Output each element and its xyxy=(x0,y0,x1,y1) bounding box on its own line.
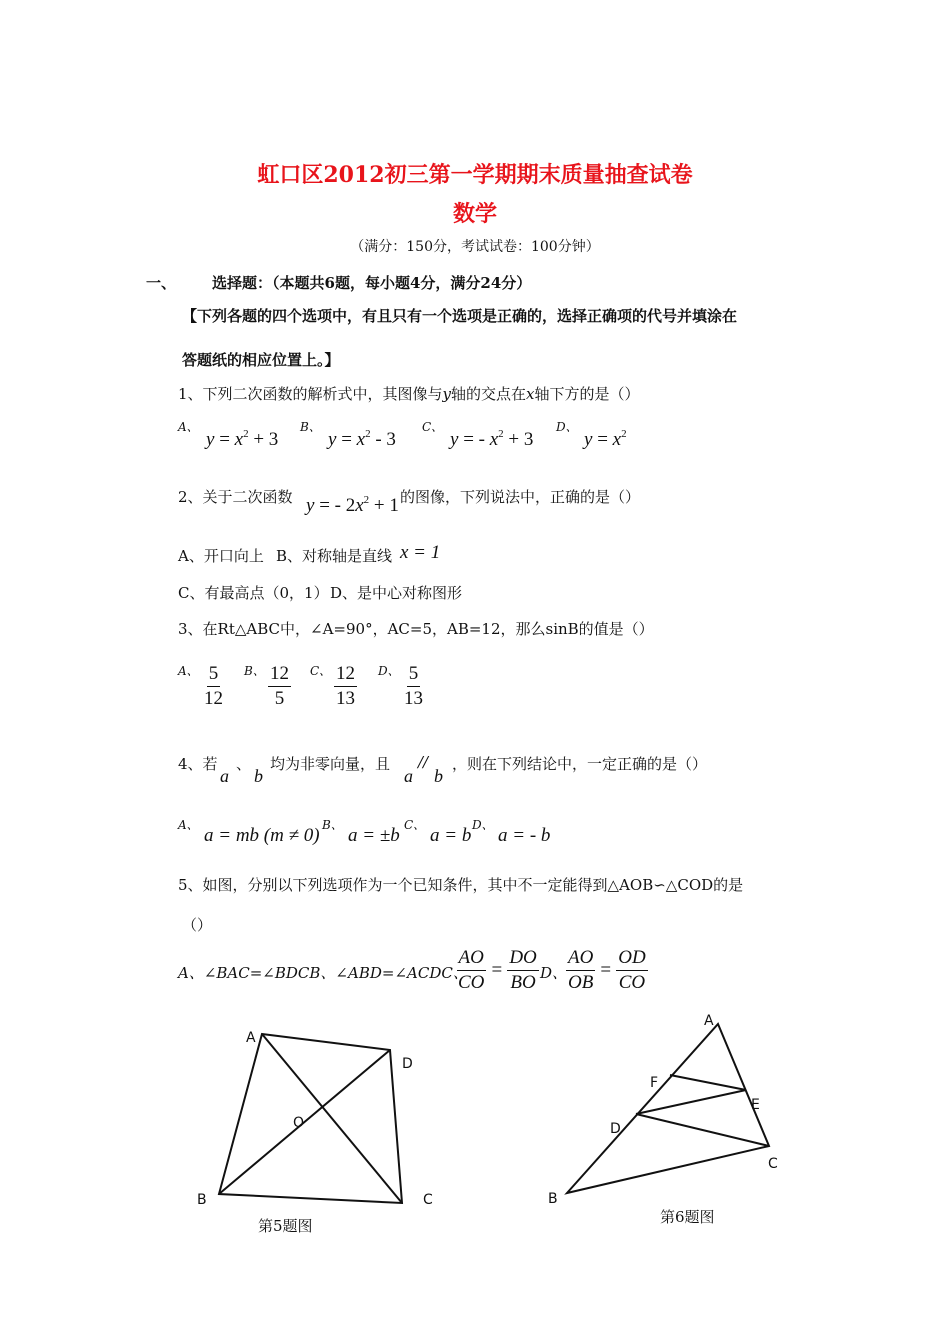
q4-vector-a: a xyxy=(220,766,229,786)
q5-label-d: D、 xyxy=(540,964,568,982)
q3-option-b[interactable] xyxy=(268,662,291,711)
q2-sup: 2 xyxy=(363,494,370,506)
q5d-den2: CO xyxy=(618,972,646,993)
q4-label-a: A、 xyxy=(178,818,199,832)
exam-info: （满分：150分，考试试卷：100分钟） xyxy=(350,239,600,255)
q4-text-2: 均为非零向量，且 xyxy=(270,755,391,773)
q1-label-b: B、 xyxy=(300,420,321,434)
q4-text-3: ，则在下列结论中，一定正确的是（） xyxy=(452,755,708,773)
section-heading: 选择题：（本题共6题，每小题4分，满分24分） xyxy=(212,274,532,292)
instruction-line-2: 答题纸的相应位置上。】 xyxy=(182,351,340,369)
q1c-var: x xyxy=(489,429,499,450)
q5d-den1: OB xyxy=(568,972,594,993)
question-1-stem xyxy=(178,383,640,404)
question-2-stem-start: 2、关于二次函数 xyxy=(178,488,293,506)
q3-option-c[interactable] xyxy=(334,662,357,711)
q4-label-b: B、 xyxy=(322,818,343,832)
q4-option-d[interactable]: a = - b xyxy=(498,825,551,846)
q3a-den: 12 xyxy=(204,688,223,709)
instruction-line-1: 【下列各题的四个选项中，有且只有一个选项是正确的，选择正确项的代号并填涂在 xyxy=(182,307,738,325)
q4-text-1: 4、若 xyxy=(178,755,218,773)
q3-label-a: A、 xyxy=(178,664,199,678)
point-b-label: B xyxy=(548,1191,558,1205)
q1a-rest: + 3 xyxy=(248,429,279,450)
q4-vector-b2: b xyxy=(434,766,443,786)
q1-label-d: D、 xyxy=(556,420,578,434)
q3c-num: 12 xyxy=(334,662,357,687)
segment-fe xyxy=(670,1075,746,1090)
q5d-num2: OD xyxy=(616,946,647,971)
question-2-stem-end: 的图像，下列说法中，正确的是（） xyxy=(400,488,641,506)
q1-option-d[interactable] xyxy=(584,428,627,451)
q4-label-c: C、 xyxy=(404,818,426,832)
q1b-var: x xyxy=(356,429,366,450)
q1-text-a: 1、下列二次函数的解析式中，其图像与 xyxy=(178,385,443,403)
triangle-abc xyxy=(567,1024,769,1193)
q4-separator: 、 xyxy=(236,755,252,773)
q2-eq: = - 2 xyxy=(314,495,356,516)
q2-option-a[interactable]: A、开口向上 xyxy=(178,547,264,565)
point-e-label: E xyxy=(751,1097,760,1113)
q4-vector-b: b xyxy=(254,766,263,786)
q5c-eq: = xyxy=(491,959,503,981)
q3d-den: 13 xyxy=(404,688,423,709)
q1-text-c: 轴下方的是（） xyxy=(534,385,640,403)
q3b-den: 5 xyxy=(274,688,285,709)
q1-text-b: 轴的交点在 xyxy=(451,385,527,403)
q5c-den1: CO xyxy=(458,972,485,993)
q3-option-a[interactable] xyxy=(202,662,225,711)
q5-options-ab[interactable]: A、∠BAC=∠BDCB、∠ABD=∠ACDC、 xyxy=(178,964,468,982)
q5c-num2: DO xyxy=(507,946,538,971)
q1-label-a: A、 xyxy=(178,420,199,434)
q5c-den2: BO xyxy=(510,972,536,993)
q1c-lhs: y xyxy=(450,429,459,450)
page-title: 虹口区2012初三第一学期期末质量抽查试卷 xyxy=(257,162,693,188)
q4-option-b[interactable]: a = ±b xyxy=(348,825,400,846)
question-5-stem: 5、如图，分别以下列选项作为一个已知条件，其中不一定能得到△AOB∽△COD的是 xyxy=(178,876,744,894)
q1d-eq: = xyxy=(592,429,613,450)
q1a-eq: = xyxy=(214,429,235,450)
q1b-lhs: y xyxy=(328,429,337,450)
q3-label-d: D、 xyxy=(378,664,400,678)
point-b-label: B xyxy=(197,1192,207,1208)
figure-6-triangle xyxy=(540,1005,800,1205)
q2-option-b[interactable]: B、对称轴是直线 xyxy=(276,547,393,565)
page-subtitle: 数学 xyxy=(452,201,497,227)
q1-option-a[interactable] xyxy=(206,428,278,451)
q1a-var: x xyxy=(234,429,244,450)
diagonal-ac xyxy=(262,1034,402,1203)
q1-option-c[interactable] xyxy=(450,428,533,451)
point-d-label: D xyxy=(610,1121,621,1137)
point-d-label: D xyxy=(402,1056,413,1072)
q3-label-c: C、 xyxy=(310,664,332,678)
question-3-stem: 3、在Rt△ABC中，∠A=90°，AC=5，AB=12，那么sinB的值是（） xyxy=(178,620,654,638)
q1c-rest: + 3 xyxy=(503,429,534,450)
q1-var-x: x xyxy=(526,385,535,403)
figure-5-quadrilateral xyxy=(190,1020,450,1220)
q2-option-c[interactable]: C、有最高点（0，1） xyxy=(178,584,329,602)
q2-option-b-formula: x = 1 xyxy=(400,542,441,563)
q1d-var: x xyxy=(612,429,622,450)
q1-label-c: C、 xyxy=(422,420,444,434)
question-2-formula xyxy=(306,494,399,517)
q5-option-c-formula[interactable] xyxy=(456,946,539,995)
figure-5-caption: 第5题图 xyxy=(258,1217,313,1235)
q4-label-d: D、 xyxy=(472,818,494,832)
segment-de xyxy=(636,1090,746,1114)
q1b-sup: 2 xyxy=(365,428,371,440)
q2-lhs: y xyxy=(306,495,315,516)
q5d-eq: = xyxy=(600,959,612,981)
q5d-num1: AO xyxy=(566,946,595,971)
diagonal-bd xyxy=(219,1050,390,1194)
q1-var-y: y xyxy=(442,385,452,403)
q3-option-d[interactable] xyxy=(402,662,425,711)
q1b-rest: - 3 xyxy=(370,429,396,450)
section-number: 一、 xyxy=(146,274,177,292)
q1d-sup: 2 xyxy=(621,428,627,440)
q2-option-d[interactable]: D、是中心对称图形 xyxy=(330,584,463,602)
quadrilateral-abcd xyxy=(219,1034,402,1203)
q5c-num1: AO xyxy=(457,946,486,971)
q1-option-b[interactable] xyxy=(328,428,396,451)
point-f-label: F xyxy=(650,1075,659,1091)
point-a-label: A xyxy=(246,1030,256,1046)
q1d-lhs: y xyxy=(584,429,593,450)
q1c-eq: = - xyxy=(458,429,490,450)
q2-rest: + 1 xyxy=(369,495,399,516)
question-5-stem-2: （） xyxy=(182,916,213,934)
point-c-label: C xyxy=(423,1192,433,1208)
q3a-num: 5 xyxy=(207,662,221,687)
point-o-label: O xyxy=(293,1115,305,1131)
q4-parallel: // xyxy=(418,753,429,771)
q1a-lhs: y xyxy=(206,429,215,450)
q3b-num: 12 xyxy=(268,662,291,687)
q3-label-b: B、 xyxy=(244,664,265,678)
q4-vector-a2: a xyxy=(404,766,413,786)
q4-option-a[interactable]: a = mb (m ≠ 0) xyxy=(204,825,320,846)
q5-option-d-formula[interactable] xyxy=(566,946,648,995)
q1c-sup: 2 xyxy=(498,428,504,440)
q3c-den: 13 xyxy=(336,688,355,709)
q4-option-c[interactable]: a = b xyxy=(430,825,472,846)
q1b-eq: = xyxy=(336,429,357,450)
q3d-num: 5 xyxy=(407,662,421,687)
q2-var: x xyxy=(355,495,364,516)
q1a-sup: 2 xyxy=(243,428,249,440)
segment-dc xyxy=(636,1114,769,1146)
point-a-label: A xyxy=(704,1013,714,1029)
point-c-label: C xyxy=(768,1156,778,1172)
figure-6-caption: 第6题图 xyxy=(660,1208,715,1226)
